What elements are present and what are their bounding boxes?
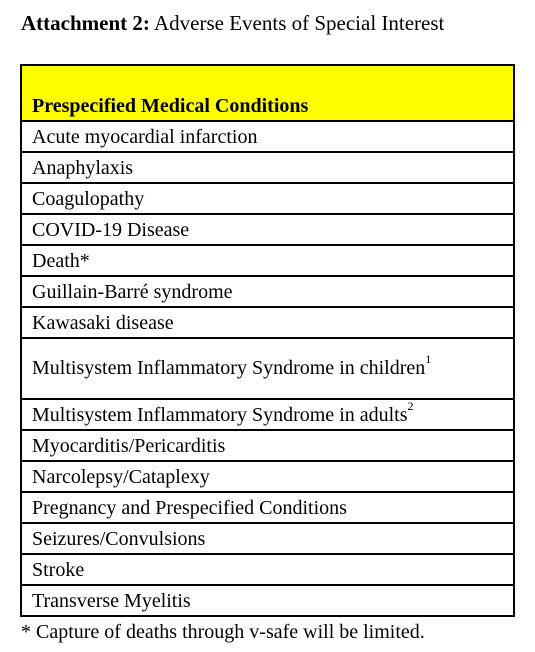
condition-text: Coagulopathy [32, 187, 145, 210]
condition-cell [21, 276, 514, 307]
condition-text: Multisystem Inflammatory Syndrome in adults [32, 403, 408, 426]
table-row [21, 245, 514, 276]
table-row [21, 554, 514, 585]
footnote-marker: 2 [407, 398, 414, 413]
column-header: Prespecified Medical Conditions [21, 65, 514, 121]
condition-text: Anaphylaxis [32, 156, 134, 179]
table-row [21, 399, 514, 430]
table-row [21, 214, 514, 245]
condition-cell [21, 121, 514, 152]
footnote-marker: 1 [425, 352, 432, 367]
footnote: * Capture of deaths through v-safe will be limited. [21, 621, 425, 643]
condition-text: Death* [32, 249, 90, 272]
condition-text: Guillain-Barré syndrome [32, 280, 233, 303]
condition-cell [21, 183, 514, 214]
condition-cell [21, 461, 514, 492]
condition-text: Seizures/Convulsions [32, 527, 206, 550]
condition-cell [21, 214, 514, 245]
condition-cell [21, 399, 514, 430]
condition-text: Transverse Myelitis [32, 589, 191, 612]
table-row [21, 276, 514, 307]
condition-cell [21, 307, 514, 338]
condition-text: Multisystem Inflammatory Syndrome in children [32, 357, 426, 379]
condition-text: Pregnancy and Prespecified Conditions [32, 496, 347, 519]
condition-cell [21, 492, 514, 523]
condition-cell [21, 338, 514, 399]
table-row [21, 523, 514, 554]
condition-text: Myocarditis/Pericarditis [32, 434, 226, 457]
condition-cell [21, 245, 514, 276]
attachment-label: Attachment 2 [21, 11, 143, 35]
condition-text: Acute myocardial infarction [32, 125, 258, 148]
table-row [21, 152, 514, 183]
attachment-heading [21, 10, 444, 36]
table-row [21, 121, 514, 152]
table-header-row [21, 65, 514, 121]
condition-text: Narcolepsy/Cataplexy [32, 465, 210, 488]
condition-text: Kawasaki disease [32, 311, 174, 334]
table-row [21, 338, 514, 399]
table-row [21, 307, 514, 338]
table-row [21, 492, 514, 523]
table-row [21, 183, 514, 214]
heading-colon: : [142, 11, 150, 35]
table-row [21, 430, 514, 461]
condition-cell [21, 554, 514, 585]
table-row [21, 585, 514, 616]
condition-cell [21, 152, 514, 183]
condition-cell [21, 430, 514, 461]
condition-cell [21, 523, 514, 554]
conditions-table [20, 64, 515, 617]
attachment-title: Adverse Events of Special Interest [149, 11, 445, 35]
condition-text: COVID-19 Disease [32, 218, 190, 241]
table-row [21, 461, 514, 492]
condition-text: Stroke [32, 558, 85, 581]
condition-cell [21, 585, 514, 616]
